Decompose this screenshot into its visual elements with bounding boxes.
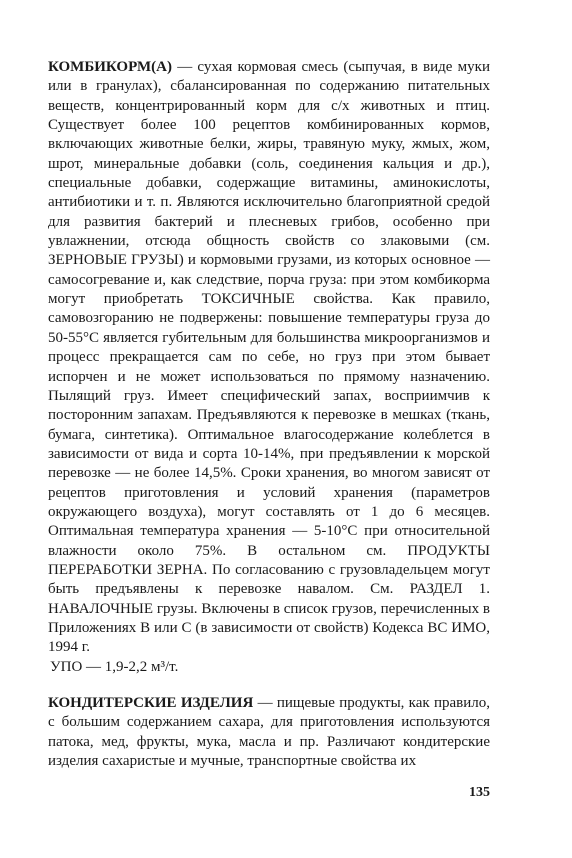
entry-term: КОНДИТЕРСКИЕ ИЗДЕЛИЯ: [48, 695, 254, 711]
entry-kombikorm: [48, 58, 490, 658]
upo-value: УПО — 1,9-2,2 м³/т.: [50, 658, 179, 675]
entry-term: КОМБИКОРМ(А): [48, 59, 172, 75]
entry-konditerskie: [48, 694, 490, 771]
entry-text: — сухая кормовая смесь (сыпучая, в виде муки или в гранулах), сбалансированная по содержанию питательных веществ, концентрированный корм для с/х животных и птиц. Существует более 100 рецептов комбинированных кормов, включающих животные белки, жиры, травяную муку, жмых, жом, шрот, минеральные добавки (соль, соединения кальция и др.), специальные добавки, содержащие витамины, аминокислоты, антибиотики и т. п. Являются исключительно благоприятной средой для развития бактерий и плесневых грибов, особенно при увлажнении, отсюда общность свойств со злаковыми (см. ЗЕРНОВЫЕ ГРУЗЫ) и кормовыми грузами, из которых основное — самосогревание и, как следствие, порча груза: при этом комбикорма могут приобретать ТОКСИЧНЫЕ свойства. Как правило, самовозгоранию не подвержены: повышение температуры груза до 50-55°С является губительным для большинства микроорганизмов и процесс прекращается сам по себе, но груз при этом бывает испорчен и не может использоваться по прямому назначению. Пылящий груз. Имеет специфический запах, восприимчив к посторонним запахам. Предъявляются к перевозке в мешках (ткань, бумага, синтетика). Оптимальное влагосодержание колеблется в зависимости от вида и сорта 10-14%, при предъявлении к морской перевозке — не более 14,5%. Сроки хранения, во многом зависят от рецептов приготовления и условий хранения (параметров окружающего воздуха), могут составлять от 1 до 6 месяцев. Оптимальная температура хранения — 5-10°С при относительной влажности около 75%. В остальном см. ПРОДУКТЫ ПЕРЕРАБОТКИ ЗЕРНА. По согласованию с грузовладельцем могут быть предъявлены к перевозке навалом. См. РАЗДЕЛ 1. НАВАЛОЧНЫЕ грузы. Включены в список грузов, перечисленных в Приложениях В или С (в зависимости от свойств) Кодекса ВС ИМО, 1994 г.: [48, 59, 490, 656]
page-number: 135: [469, 785, 490, 800]
entry-text: — пищевые продукты, как правило, с большим содержанием сахара, для приготовления используются патока, мед, фрукты, мука, масла и пр. Различают кондитерские изделия сахаристые и мучные, транспортные свойства их: [48, 695, 490, 770]
page-body: [48, 58, 490, 771]
